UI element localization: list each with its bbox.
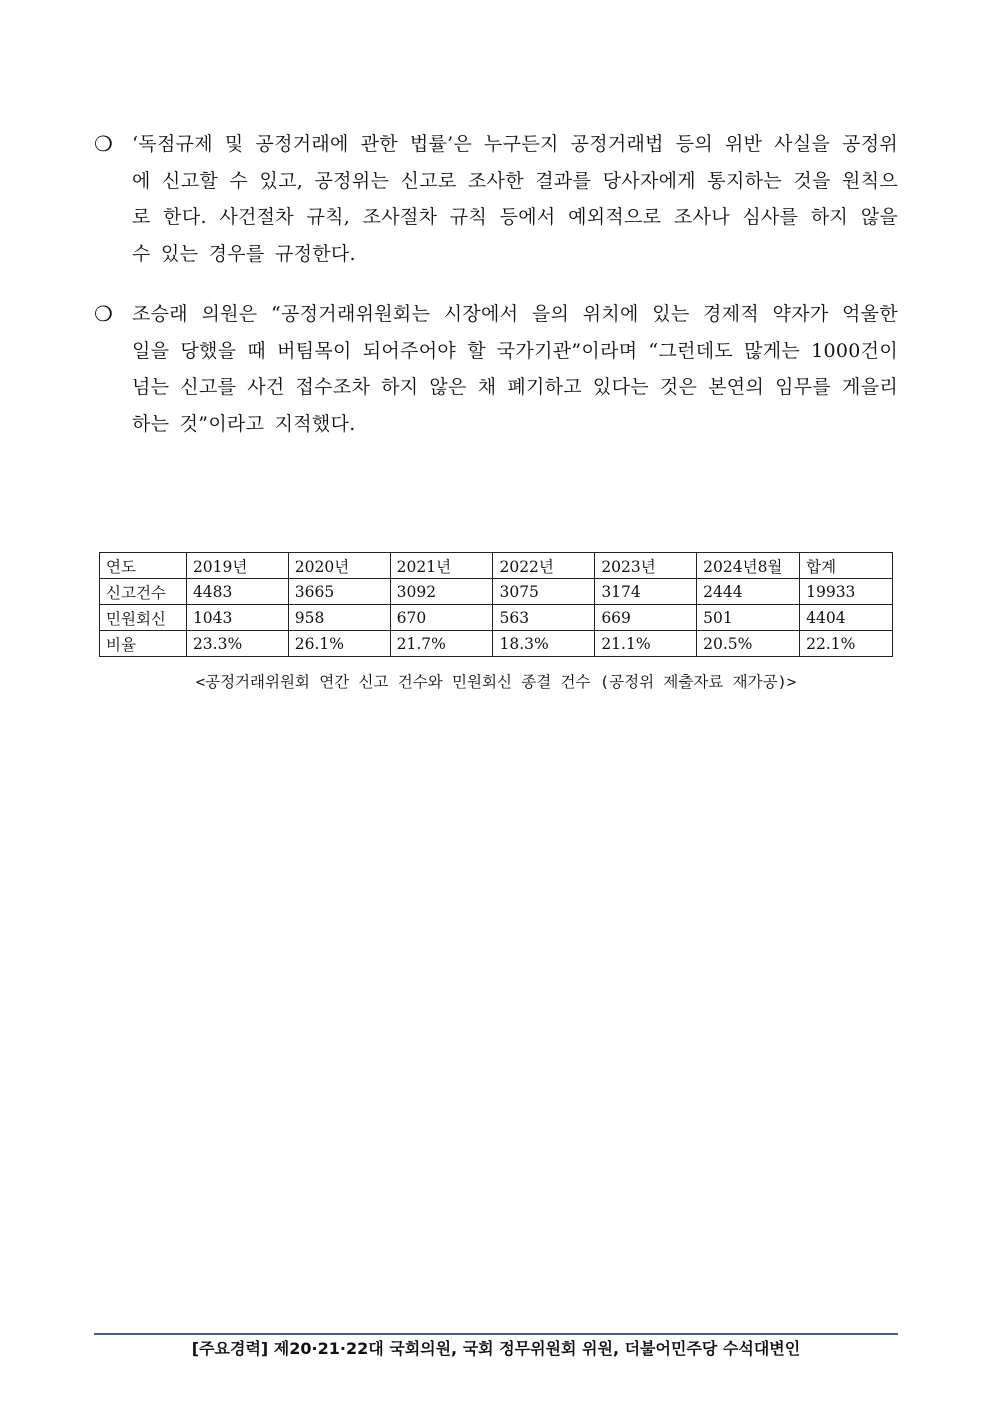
circle-bullet-icon: ❍ — [94, 302, 113, 326]
paragraph-text: 조승래 의원은 “공정거래위원회는 시장에서 을의 위치에 있는 경제적 약자가 억울한 일을 당했을 때 버팀목이 되어주어야 할 국가기관”이라며 “그런데도 많게는 1000건이 넘는 신고를 사건 접수조차 하지 않은 채 폐기하고 있다는 것은 본연의 임무를 게을리 하는 것”이라고 지적했다. — [132, 303, 898, 435]
table-cell: 23.3% — [186, 631, 288, 657]
table-cell: 19933 — [800, 579, 893, 605]
table-header-cell: 2021년 — [390, 553, 493, 579]
footer-divider — [94, 1333, 898, 1335]
table-cell: 563 — [493, 605, 595, 631]
paragraph-law-overview — [94, 126, 898, 272]
table-header-cell: 연도 — [100, 553, 187, 579]
table-cell: 669 — [595, 605, 697, 631]
table-cell: 22.1% — [800, 631, 893, 657]
table-cell: 3075 — [493, 579, 595, 605]
table-cell: 3665 — [288, 579, 390, 605]
table-cell: 21.7% — [390, 631, 493, 657]
table-cell: 3092 — [390, 579, 493, 605]
table-header-cell: 합계 — [800, 553, 893, 579]
table-cell: 20.5% — [697, 631, 800, 657]
table-cell: 신고건수 — [100, 579, 187, 605]
table-row — [100, 605, 893, 631]
table-cell: 21.1% — [595, 631, 697, 657]
paragraph-text: ‘독점규제 및 공정거래에 관한 법률’은 누구든지 공정거래법 등의 위반 사실을 공정위에 신고할 수 있고, 공정위는 신고로 조사한 결과를 당사자에게 통지하는 것을 원칙으로 한다. 사건절차 규칙, 조사절차 규칙 등에서 예외적으로 조사나 심사를 하지 않을 수 있는 경우를 규정한다. — [132, 133, 898, 265]
table-caption: <공정거래위원회 연간 신고 건수와 민원회신 종결 건수 (공정위 제출자료 재가공)> — [195, 673, 797, 691]
table-cell: 501 — [697, 605, 800, 631]
table-cell: 4483 — [186, 579, 288, 605]
table-cell: 비율 — [100, 631, 187, 657]
table-header-cell: 2022년 — [493, 553, 595, 579]
table-cell: 958 — [288, 605, 390, 631]
table-cell: 670 — [390, 605, 493, 631]
table-cell: 민원회신 — [100, 605, 187, 631]
paragraph-lawmaker-quote — [94, 296, 898, 442]
table-header-cell: 2020년 — [288, 553, 390, 579]
report-statistics-table — [99, 552, 893, 657]
body-paragraphs — [94, 126, 898, 466]
table-cell: 4404 — [800, 605, 893, 631]
table-cell: 1043 — [186, 605, 288, 631]
table-cell: 2444 — [697, 579, 800, 605]
footer-career-summary: [주요경력] 제20·21·22대 국회의원, 국회 정무위원회 위원, 더불어민주당 수석대변인 — [191, 1339, 801, 1358]
table-header-cell: 2024년8월 — [697, 553, 800, 579]
table-row — [100, 631, 893, 657]
table-cell: 26.1% — [288, 631, 390, 657]
table-header-cell: 2019년 — [186, 553, 288, 579]
table-header-cell: 2023년 — [595, 553, 697, 579]
table-cell: 3174 — [595, 579, 697, 605]
table-header-row — [100, 553, 893, 579]
table-cell: 18.3% — [493, 631, 595, 657]
circle-bullet-icon: ❍ — [94, 132, 113, 156]
table-row — [100, 579, 893, 605]
